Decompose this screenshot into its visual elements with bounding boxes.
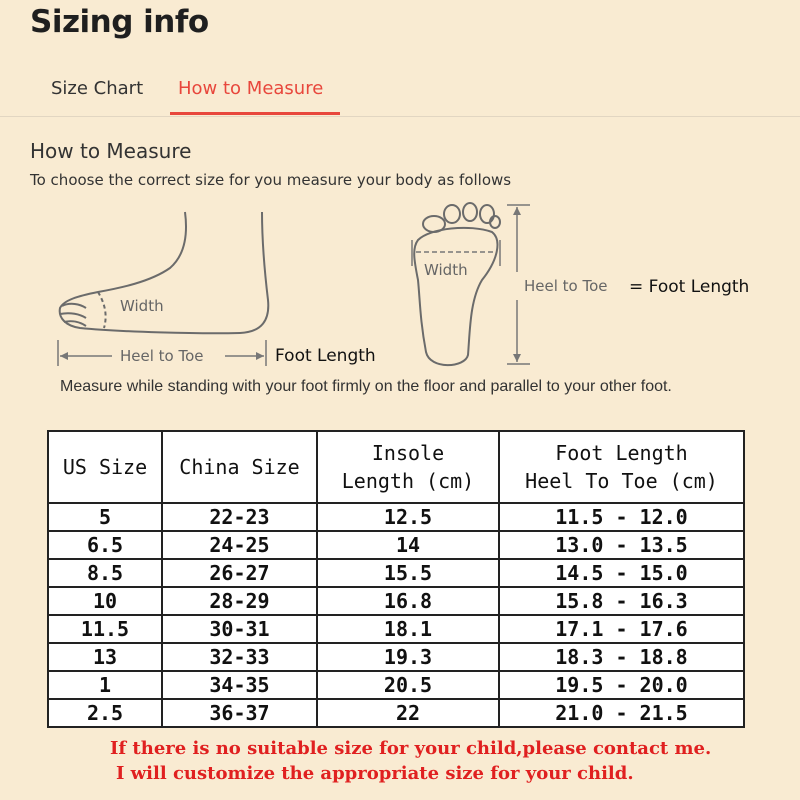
cell-us-size: 2.5 [48,699,162,727]
cell-china-size: 36-37 [162,699,317,727]
tab-how-to-measure[interactable]: How to Measure [178,78,324,99]
cell-foot-length: 18.3 - 18.8 [499,643,744,671]
cell-insole-length: 16.8 [317,587,499,615]
cell-china-size: 24-25 [162,531,317,559]
header-china-size: China Size [162,431,317,503]
cell-us-size: 6.5 [48,531,162,559]
section-title: How to Measure [30,139,192,163]
cell-us-size: 13 [48,643,162,671]
size-chart-table [47,430,745,728]
cell-insole-length: 15.5 [317,559,499,587]
cell-china-size: 32-33 [162,643,317,671]
side-width-label: Width [120,297,164,315]
side-heel-to-toe-label: Heel to Toe [120,347,204,365]
cell-foot-length: 11.5 - 12.0 [499,503,744,531]
measure-note: Measure while standing with your foot firmly on the floor and parallel to your other foot. [60,378,672,395]
tab-size-chart[interactable]: Size Chart [51,78,144,99]
table-row [48,559,744,587]
cell-us-size: 5 [48,503,162,531]
cell-china-size: 28-29 [162,587,317,615]
cell-us-size: 8.5 [48,559,162,587]
cell-foot-length: 13.0 - 13.5 [499,531,744,559]
footer-note-line1: If there is no suitable size for your child,please contact me. [110,738,712,759]
table-row [48,587,744,615]
sole-heel-to-toe-label: Heel to Toe [524,277,608,295]
table-row [48,643,744,671]
cell-foot-length: 17.1 - 17.6 [499,615,744,643]
footer-note-line2: I will customize the appropriate size for your child. [116,763,634,784]
table-row [48,671,744,699]
cell-us-size: 10 [48,587,162,615]
cell-foot-length: 21.0 - 21.5 [499,699,744,727]
header-foot-length: Foot Length Heel To Toe (cm) [499,431,744,503]
tab-bar [0,70,800,117]
sole-foot-icon [414,203,500,365]
cell-foot-length: 15.8 - 16.3 [499,587,744,615]
table-row [48,503,744,531]
side-foot-length-label: Foot Length [275,346,376,366]
section-subtitle: To choose the correct size for you measure your body as follows [30,171,512,189]
cell-insole-length: 12.5 [317,503,499,531]
cell-us-size: 11.5 [48,615,162,643]
table-header-row [48,431,744,503]
sole-foot-length-label: = Foot Length [629,277,750,297]
cell-china-size: 30-31 [162,615,317,643]
cell-insole-length: 19.3 [317,643,499,671]
table-row [48,531,744,559]
page-title: Sizing info [30,4,209,40]
header-us-size: US Size [48,431,162,503]
cell-foot-length: 14.5 - 15.0 [499,559,744,587]
header-insole-length: Insole Length (cm) [317,431,499,503]
table-row [48,699,744,727]
cell-insole-length: 18.1 [317,615,499,643]
cell-us-size: 1 [48,671,162,699]
side-foot-icon [60,212,269,333]
cell-china-size: 22-23 [162,503,317,531]
cell-insole-length: 14 [317,531,499,559]
cell-foot-length: 19.5 - 20.0 [499,671,744,699]
sole-width-label: Width [424,261,468,279]
active-tab-indicator [170,112,340,115]
table-row [48,615,744,643]
cell-insole-length: 20.5 [317,671,499,699]
cell-insole-length: 22 [317,699,499,727]
cell-china-size: 34-35 [162,671,317,699]
cell-china-size: 26-27 [162,559,317,587]
